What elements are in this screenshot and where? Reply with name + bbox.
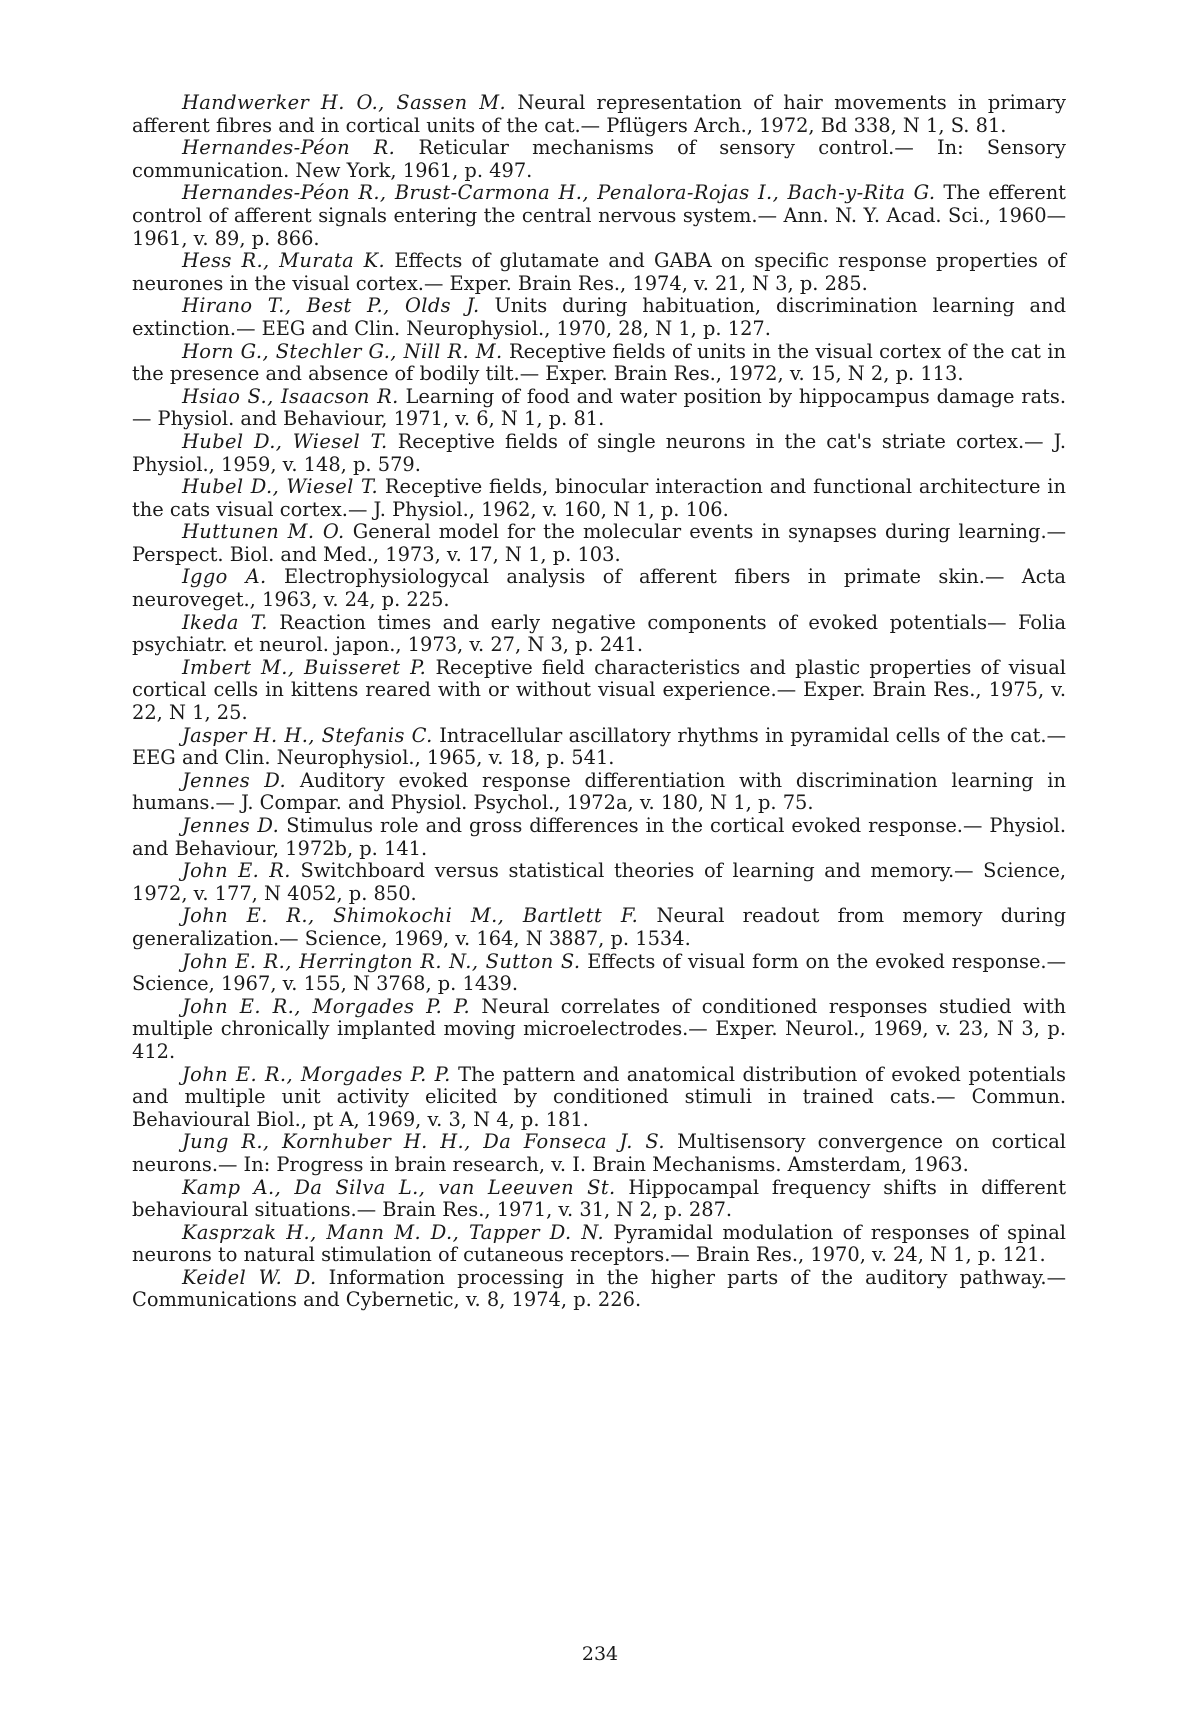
reference-authors: John E. R., Morgades P. P. [182,1062,451,1086]
reference-authors: Huttunen M. O. [182,520,345,544]
reference-text: Stimulus role and gross differences in the cortical evoked response.— Physiol. and Behaviour, 1972b, p. 141. [132,814,1067,860]
reference-authors: Kamp A., Da Silva L., van Leeuven St. [182,1175,616,1199]
reference-entry [132,92,1066,137]
reference-entry [132,612,1066,657]
reference-entry [132,1177,1066,1222]
reference-entry [132,566,1066,611]
reference-authors: Horn G., Stechler G., Nill R. M. [182,339,503,363]
reference-entry [132,137,1066,182]
reference-authors: Hubel D., Wiesel T. [182,475,379,499]
reference-text: Receptive field characteristics and plastic properties of visual cortical cells in kittens reared with or without visual experience.— Exper. Brain Res., 1975, v. 22, N 1, 25. [132,655,1066,725]
reference-text: General model for the molecular events in synapses during learning.— Perspect. Biol. and Med., 1973, v. 17, N 1, p. 103. [132,520,1066,566]
reference-entry [132,657,1066,725]
reference-authors: John E. R., Shimokochi M., Bartlett F. [182,904,639,928]
reference-text: Receptive fields of units in the visual cortex of the cat in the presence and absence of bodily tilt.— Exper. Brain Res., 1972, v. 15, N 2, p. 113. [132,339,1066,386]
reference-entry [132,1131,1066,1176]
reference-authors: Jennes D. [182,814,280,837]
reference-entry [132,905,1066,950]
reference-entry [132,476,1066,521]
reference-entry [132,295,1066,340]
reference-entry [132,1064,1066,1132]
reference-text: Neural correlates of conditioned responses studied with multiple chronically implanted moving microelectrodes.— Exper. Neurol., 1969, v. 23, N 3, p. 412. [132,994,1066,1063]
reference-text: Switchboard versus statistical theories of learning and memory.— Science, 1972, v. 177, N 4052, p. 850. [132,859,1066,905]
reference-text: Neural readout from memory during generalization.— Science, 1969, v. 164, N 3887, p. 1534. [132,904,1067,950]
reference-authors: Jung R., Kornhuber H. H., Da Fonseca J. S. [182,1130,665,1154]
reference-authors: John E. R. [182,859,291,883]
reference-text: Learning of food and water position by hippocampus damage rats.— Physiol. and Behaviour, 1971, v. 6, N 1, p. 81. [132,384,1067,431]
page-number: 234 [581,1643,619,1665]
reference-authors: Hernandes-Péon R. [182,136,396,160]
reference-entry [132,386,1066,431]
reference-authors: Hubel D., Wiesel T. [182,429,388,453]
reference-text: Information processing in the higher parts of the auditory pathway.— Communications and Cybernetic, v. 8, 1974, p. 226. [132,1265,1066,1312]
reference-authors: John E. R., Herrington R. N., Sutton S. [182,949,581,973]
reference-text: Units during habituation, discrimination learning and extinction.— EEG and Clin. Neurophysiol., 1970, 28, N 1, p. 127. [132,294,1066,340]
reference-authors: Kasprzak H., Mann M. D., Tapper D. N. [182,1220,605,1244]
reference-authors: Keidel W. D. [182,1265,317,1289]
reference-entry [132,996,1066,1064]
reference-entry [132,250,1066,295]
reference-entry [132,770,1066,815]
reference-text: Reaction times and early negative components of evoked potentials— Folia psychiatr. et neurol. japon., 1973, v. 27, N 3, p. 241. [132,610,1067,657]
reference-authors: Hsiao S., Isaacson R. [182,384,399,408]
reference-entry [132,815,1066,860]
reference-entry [132,521,1066,566]
reference-authors: Hirano T., Best P., Olds J. [182,294,480,318]
reference-text: Effects of glutamate and GABA on specific response properties of neurones in the visual cortex.— Exper. Brain Res., 1974, v. 21, N 3, p. 285. [132,249,1066,295]
reference-list [132,92,1066,1312]
reference-authors: Handwerker H. O., Sassen M. [182,91,507,114]
reference-text: Receptive fields of single neurons in the cat's striate cortex.— J. Physiol., 1959, v. 148, p. 579. [132,429,1067,476]
reference-entry [132,341,1066,386]
reference-entry [132,182,1066,250]
reference-authors: Ikeda T. [182,610,268,634]
reference-text: Effects of visual form on the evoked response.— Science, 1967, v. 155, N 3768, p. 1439. [132,949,1066,996]
reference-authors: Jasper H. H., Stefanis C. [182,723,433,747]
reference-text: Receptive fields, binocular interaction and functional architecture in the cats visual cortex.— J. Physiol., 1962, v. 160, N 1, p. 106. [132,475,1066,521]
reference-entry [132,431,1066,476]
reference-authors: Iggo A. [182,565,267,589]
reference-authors: Hess R., Murata K. [182,249,386,273]
reference-text: Multisensory convergence on cortical neurons.— In: Progress in brain research, v. I. Brain Mechanisms. Amsterdam, 1963. [132,1130,1066,1176]
reference-text: Intracellular ascillatory rhythms in pyramidal cells of the cat.— EEG and Clin. Neurophysiol., 1965, v. 18, p. 541. [132,723,1066,770]
reference-authors: Imbert M., Buisseret P. [182,655,427,679]
reference-text: Pyramidal modulation of responses of spinal neurons to natural stimulation of cutaneous receptors.— Brain Res., 1970, v. 24, N 1, p. 121. [132,1220,1066,1267]
reference-entry [132,725,1066,770]
reference-text: The pattern and anatomical distribution of evoked potentials and multiple unit activity elicited by conditioned stimuli in trained cats.— Commun. Behavioural Biol., pt A, 1969, v. 3, N 4, p. 181. [132,1062,1066,1131]
reference-entry [132,1267,1066,1312]
reference-entry [132,951,1066,996]
reference-text: The efferent control of afferent signals entering the central nervous system.— Ann. N. Y. Acad. Sci., 1960—1961, v. 89, p. 866. [132,181,1066,250]
reference-entry [132,1222,1066,1267]
reference-text: Hippocampal frequency shifts in different behavioural situations.— Brain Res., 1971, v. 31, N 2, p. 287. [132,1175,1066,1222]
reference-text: Reticular mechanisms of sensory control.— In: Sensory communication. New York, 1961, p. 497. [132,136,1066,182]
reference-entry [132,860,1066,905]
reference-authors: John E. R., Morgades P. P. [182,994,471,1018]
reference-authors: Jennes D. [182,768,287,792]
reference-text: Electrophysiologycal analysis of afferent fibers in primate skin.— Acta neuroveget., 1963, v. 24, p. 225. [132,565,1066,612]
reference-text: Neural representation of hair movements in primary afferent fibres and in cortical units of the cat.— Pflügers Arch., 1972, Bd 338, N 1, S. 81. [132,91,1066,137]
reference-text: Auditory evoked response differentiation with discrimination learning in humans.— J. Compar. and Physiol. Psychol., 1972a, v. 180, N 1, p. 75. [132,768,1066,815]
reference-authors: Hernandes-Péon R., Brust-Carmona H., Penalora-Rojas I., Bach-y-Rita G. [182,181,936,205]
